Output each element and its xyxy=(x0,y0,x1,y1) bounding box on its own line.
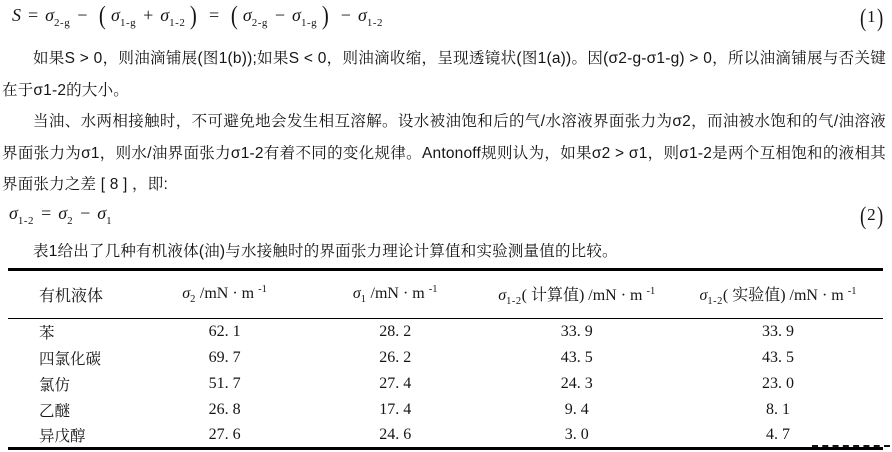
cell-value: 24. 6 xyxy=(379,425,412,443)
math-subscript: 1-2 xyxy=(169,17,186,29)
interfacial-tension-table xyxy=(8,268,883,450)
math-operator: − xyxy=(340,5,351,25)
math-sigma: σ xyxy=(9,202,18,223)
math-paren: ) xyxy=(190,1,198,30)
cell-value: 33. 9 xyxy=(762,322,794,340)
cell-value: 43. 5 xyxy=(560,348,593,366)
math-subscript: 2 xyxy=(67,214,74,227)
math-sigma: σ xyxy=(111,5,120,25)
column-header-sigma12-experimental: $\sigma_{1-2}$( 实验值) /mN · m $^{-1}$ xyxy=(673,270,883,319)
cell-value: 51. 7 xyxy=(208,374,241,392)
cell-value: 27. 6 xyxy=(208,425,241,443)
math-operator: − xyxy=(80,202,91,223)
cell-value: 23. 0 xyxy=(762,374,794,392)
paragraph-spreading-condition: 如果S > 0，则油滴铺展(图1(b));如果S < 0，则油滴收缩，呈现透镜状(图1(a))。因(σ2-g-σ1-g) > 0，所以油滴铺展与否关键在于σ1-2的大小。 xyxy=(2,50,886,99)
math-paren: ) xyxy=(876,202,883,230)
paragraph-antonoff-rule: 当油、水两相接触时，不可避免地会发生相互溶解。设水被油饱和后的气/水溶液界面张力为σ2，而油被水饱和的气/油溶液界面张力为σ1，则水/油界面张力σ1-2有着不同的变化规律。Antonoff规则认为，如果σ2 > σ1，则σ1-2是两个互相饱和的液相其界面张力之差 [ 8 ] ，即: xyxy=(2,113,886,193)
math-sigma: σ xyxy=(45,5,55,25)
math-subscript: 1 xyxy=(106,214,113,227)
math-operator: + xyxy=(143,5,154,25)
math-subscript: 2-g xyxy=(251,17,268,29)
table-header-row xyxy=(8,270,883,319)
equation-2-body xyxy=(9,203,112,227)
table-row xyxy=(8,319,883,345)
math-operator: = xyxy=(209,5,220,25)
math-paren: ) xyxy=(321,1,329,30)
math-paren: ( xyxy=(859,5,867,32)
math-sigma: σ xyxy=(357,5,367,25)
cell-liquid-name: 四氯化碳 xyxy=(39,350,102,368)
math-paren: ( xyxy=(231,1,238,30)
column-header-sigma12-calculated: $\sigma_{1-2}$( 计算值) /mN · m $^{-1}$ xyxy=(481,270,674,319)
cell-value: 8. 1 xyxy=(766,400,790,418)
math-subscript: 2-g xyxy=(54,17,71,29)
table-row xyxy=(8,371,883,397)
column-header-organic-liquid: 有机液体 xyxy=(8,270,139,319)
math-paren: ( xyxy=(859,202,867,230)
math-subscript: 1-2 xyxy=(17,214,35,227)
math-operator: = xyxy=(41,202,52,223)
math-operator: − xyxy=(77,5,88,25)
math-sigma: σ xyxy=(58,202,68,223)
table-row xyxy=(8,423,883,449)
cell-liquid-name: 苯 xyxy=(39,324,55,342)
cell-liquid-name: 氯仿 xyxy=(39,376,71,394)
equation-1 xyxy=(0,0,892,40)
math-sigma: σ xyxy=(242,5,252,25)
cell-value: 24. 3 xyxy=(560,374,593,392)
cell-value: 17. 4 xyxy=(379,400,412,418)
equation-number-text: 2 xyxy=(867,204,876,224)
cell-value: 9. 4 xyxy=(564,400,589,418)
math-operator: = xyxy=(28,5,39,25)
cell-liquid-name: 异戊醇 xyxy=(39,427,86,445)
equation-1-number xyxy=(859,5,884,32)
math-paren: ) xyxy=(876,5,883,32)
math-operator: − xyxy=(274,5,286,25)
cell-liquid-name: 乙醚 xyxy=(39,402,71,420)
math-sigma: σ xyxy=(160,5,170,25)
cell-value: 3. 0 xyxy=(564,425,589,443)
math-sigma: σ xyxy=(292,5,301,25)
cell-value: 69. 7 xyxy=(208,348,241,366)
equation-number-text: 1 xyxy=(867,7,876,26)
cell-value: 62. 1 xyxy=(208,322,241,340)
interfacial-tension-table-wrap xyxy=(8,268,884,450)
column-header-sigma1: $\sigma_1$ /mN · m $^{-1}$ xyxy=(310,270,481,319)
cell-value: 26. 2 xyxy=(379,348,412,366)
equation-2 xyxy=(0,201,892,236)
cell-value: 43. 5 xyxy=(762,348,794,366)
math-subscript: 1-g xyxy=(119,17,137,29)
table-row xyxy=(8,397,883,423)
math-paren: ( xyxy=(99,1,107,30)
table-intro-sentence: 表1给出了几种有机液体(油)与水接触时的界面张力理论计算值和实验测量值的比较。 xyxy=(33,242,618,260)
math-subscript: 1-2 xyxy=(366,17,383,29)
table-row xyxy=(8,345,883,371)
equation-2-number xyxy=(859,202,884,230)
math-subscript: 1-g xyxy=(300,17,318,29)
cell-value: 28. 2 xyxy=(379,322,412,340)
cell-value: 27. 4 xyxy=(379,374,412,392)
cell-value: 33. 9 xyxy=(560,322,593,340)
equation-1-body xyxy=(12,1,383,30)
math-sigma: σ xyxy=(97,202,107,223)
cell-value: 26. 8 xyxy=(208,400,241,418)
math-var: S xyxy=(12,5,21,25)
column-header-sigma2: $\sigma_2$ /mN · m $^{-1}$ xyxy=(139,270,310,319)
dashed-line-artifact xyxy=(812,445,890,447)
cell-value: 4. 7 xyxy=(766,425,790,443)
